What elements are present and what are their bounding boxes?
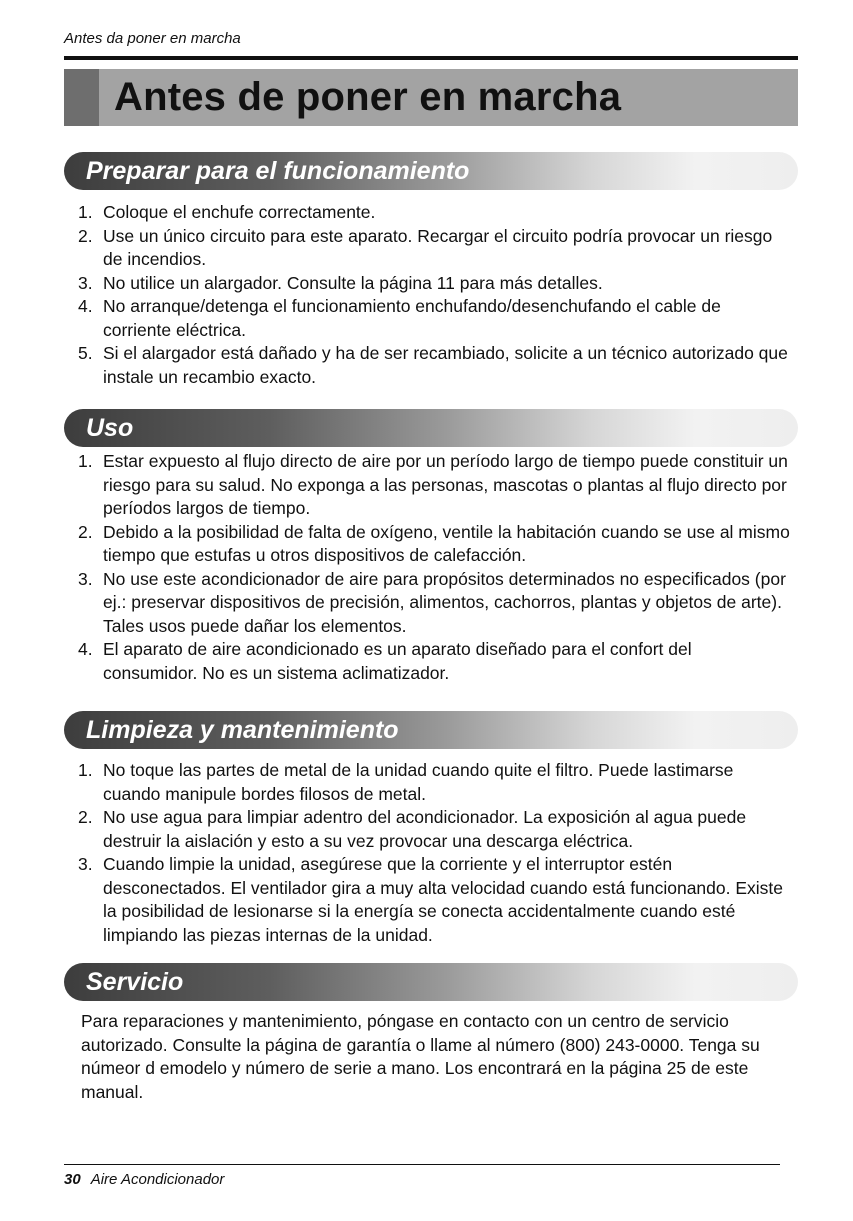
item-number: 4. (78, 296, 93, 316)
list-item (78, 521, 790, 568)
item-text: No use agua para limpiar adentro del acondicionador. La exposición al agua puede destruir la aislación y esto a su vez provocar una descarga eléctrica. (103, 807, 747, 851)
section-heading-label: Limpieza y mantenimiento (86, 716, 399, 744)
section-heading-preparar (64, 152, 798, 190)
footer (64, 1171, 224, 1188)
item-number: 2. (78, 225, 93, 246)
list-item (78, 295, 790, 342)
item-number: 4. (78, 639, 93, 659)
list-item (78, 568, 790, 639)
item-number: 1. (78, 760, 93, 780)
item-text: No use este acondicionador de aire para propósitos determinados no especificados (por ej.: preservar dispositivos de precisión, alimentos, cachorros, plantas y objetos de arte). Tales usos puede dañar los elementos. (103, 568, 786, 636)
section-heading-servicio (64, 963, 798, 1001)
list-item (78, 450, 790, 521)
item-text: Coloque el enchufe correctamente. (103, 202, 376, 222)
item-number: 3. (78, 568, 93, 589)
item-text: El aparato de aire acondicionado es un aparato diseñado para el confort del consumidor. No es un sistema aclimatizador. (103, 639, 692, 683)
item-text: No arranque/detenga el funcionamiento enchufando/desenchufando el cable de corriente eléctrica. (103, 296, 721, 340)
footer-rule (64, 1164, 780, 1165)
header-rule (64, 56, 798, 60)
item-text: Use un único circuito para este aparato. Recargar el circuito podría provocar un riesgo de incendios. (103, 225, 773, 269)
section-heading-label: Preparar para el funcionamiento (86, 157, 470, 185)
item-number: 2. (78, 807, 93, 827)
item-number: 3. (78, 854, 93, 874)
servicio-paragraph: Para reparaciones y mantenimiento, póngase en contacto con un centro de servicio autorizado. Consulte la página de garantía o llame al número (800) 243-0000. Tenga su númeor d emodelo y número de serie a mano. Los encontrará en la página 25 de este manual. (81, 1011, 760, 1102)
section-heading-label: Uso (86, 414, 134, 442)
list-item (78, 272, 790, 296)
section-heading-limpieza (64, 711, 798, 749)
page-title: Antes de poner en marcha (114, 75, 622, 119)
list-item (78, 638, 790, 685)
item-text: Cuando limpie la unidad, asegúrese que la corriente y el interruptor estén desconectados. El ventilador gira a muy alta velocidad cuando está funcionando. Existe la posibilidad de lesionarse si la energía se conecta accidentalmente cuando esté limpiando las piezas internas de la unidad. (103, 854, 784, 945)
page-number: 30 (64, 1171, 81, 1188)
item-number: 3. (78, 272, 93, 293)
uso-list (78, 450, 790, 685)
list-item (78, 225, 790, 272)
title-accent-block (64, 69, 99, 126)
item-text: Debido a la posibilidad de falta de oxígeno, ventile la habitación cuando se use al mismo tiempo que estufas u otros dispositivos de calefacción. (103, 521, 790, 565)
list-item (78, 759, 790, 806)
item-text: Si el alargador está dañado y ha de ser recambiado, solicite a un técnico autorizado que instale un recambio exacto. (103, 343, 788, 387)
list-item (78, 201, 790, 225)
list-item (78, 806, 790, 853)
item-number: 5. (78, 343, 93, 363)
item-text: No utilice un alargador. Consulte la página 11 para más detalles. (103, 272, 603, 293)
item-number: 1. (78, 202, 93, 222)
title-band (64, 69, 798, 126)
item-text: Estar expuesto al flujo directo de aire por un período largo de tiempo puede constituir un riesgo para su salud. No exponga a las personas, mascotas o plantas al flujo directo por períodos largos de tiempo. (103, 451, 788, 518)
footer-label: Aire Acondicionador (90, 1171, 225, 1188)
list-item (78, 853, 790, 947)
limpieza-list (78, 759, 790, 947)
preparar-list (78, 201, 790, 389)
item-number: 1. (78, 451, 93, 471)
section-heading-uso (64, 409, 798, 447)
running-header: Antes da poner en marcha (64, 30, 241, 47)
item-number: 2. (78, 521, 93, 542)
section-heading-label: Servicio (86, 968, 184, 996)
item-text: No toque las partes de metal de la unidad cuando quite el filtro. Puede lastimarse cuando manipule bordes filosos de metal. (103, 760, 734, 804)
list-item (78, 342, 790, 389)
